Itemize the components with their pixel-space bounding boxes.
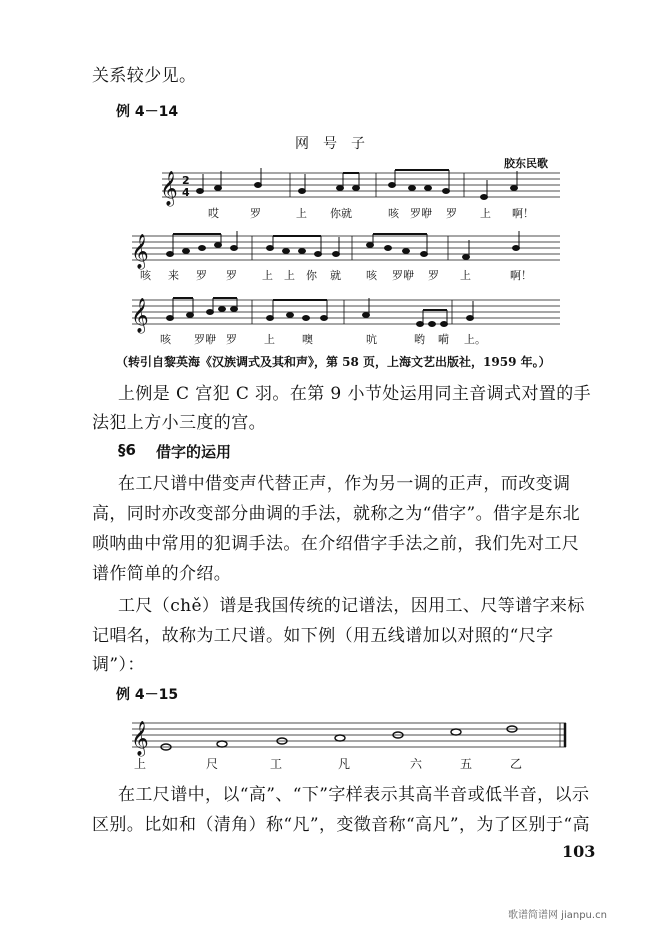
lyric: 罗咿 [194,333,216,346]
svg-text:2: 2 [182,174,190,187]
lyric: 咳 [160,333,171,346]
lyric: 就 [330,269,341,282]
example-label: 例 4－14 [116,104,179,120]
lyric: 罗咿 [392,269,414,282]
example-label: 例 4－15 [116,687,179,703]
lyric: 罗 [446,207,457,220]
lyric: 嗬 [438,333,449,346]
paragraph-line: 区别。比如和（清角）称“凡”，变徵音称“高凡”，为了区别于“高 [92,815,590,835]
section-title: 借字的运用 [156,443,232,461]
gongche-char: 五 [460,757,473,771]
paragraph-line: 记唱名，故称为工尺谱。如下例（用五线谱加以对照的“尺字 [92,626,554,646]
gongche-char: 尺 [206,757,219,771]
paragraph-line: 工尺（chě）谱是我国传统的记谱法，因用工、尺等谱字来标 [118,596,585,616]
lyric: 吭 [366,333,377,346]
lyric: 罗 [226,333,237,346]
svg-text:𝄞: 𝄞 [131,721,149,756]
lyric: 哟 [414,333,425,346]
paragraph-line: 法犯上方小三度的宫。 [92,413,266,433]
gongche-char: 凡 [338,757,351,771]
lyric: 啊！ [510,269,532,282]
lyric: 哎 [208,207,219,220]
paragraph-line: 在工尺谱中，以“高”、“下”字样表示其高半音或低半音，以示 [118,785,590,805]
lyric: 罗 [250,207,261,220]
lyric: 罗 [428,269,439,282]
gongche-char: 工 [270,757,283,771]
gongche-char: 六 [410,757,423,771]
lyric: 噢 [302,333,313,346]
watermark: 歌谱简谱网 jianpu.cn [508,910,607,921]
paragraph-line: 唢呐曲中常用的犯调手法。在介绍借字手法之前，我们先对工尺 [92,534,580,554]
lyric: 上 [480,207,491,220]
lyric: 咳 [140,269,151,282]
paragraph-line: 高，同时亦改变部分曲调的手法，就称之为“借字”。借字是东北 [92,504,580,524]
text-line: 关系较少见。 [92,66,197,86]
paragraph-line: 在工尺谱中借变声代替正声，作为另一调的正声，而改变调 [118,474,571,494]
song-origin: 胶东民歌 [504,157,548,170]
figure-caption: （转引自黎英海《汉族调式及其和声》，第 58 页，上海文艺出版社，1959 年。） [116,355,551,369]
lyric: 上 [284,269,295,282]
section-number: §6 [118,441,136,459]
lyric: 咳 [388,207,399,220]
gongche-char: 乙 [510,757,523,771]
lyric: 罗 [226,269,237,282]
lyric: 上 [460,269,471,282]
lyric: 咳 [366,269,377,282]
lyric: 上 [296,207,307,220]
lyric: 罗咿 [410,207,432,220]
lyric: 上 [262,269,273,282]
lyric: 你 [306,269,317,282]
lyric: 来 [168,269,179,282]
lyric: 上 [264,333,275,346]
paragraph-line: 谱作简单的介绍。 [92,564,232,584]
lyric: 罗 [196,269,207,282]
lyric: 你就 [330,207,352,220]
song-title: 网 号 子 [295,136,365,152]
svg-text:𝄞: 𝄞 [160,171,178,206]
page-number: 103 [562,842,596,861]
gongche-char: 上 [134,757,147,771]
svg-text:4: 4 [182,186,190,199]
lyric: 上。 [464,333,486,346]
paragraph-line: 调”）： [92,655,145,675]
svg-text:𝄞: 𝄞 [131,298,149,333]
lyric: 啊！ [512,207,534,220]
svg-text:𝄞: 𝄞 [131,234,149,269]
paragraph-line: 上例是 C 宫犯 C 羽。在第 9 小节处运用同主音调式对置的手 [118,384,592,404]
